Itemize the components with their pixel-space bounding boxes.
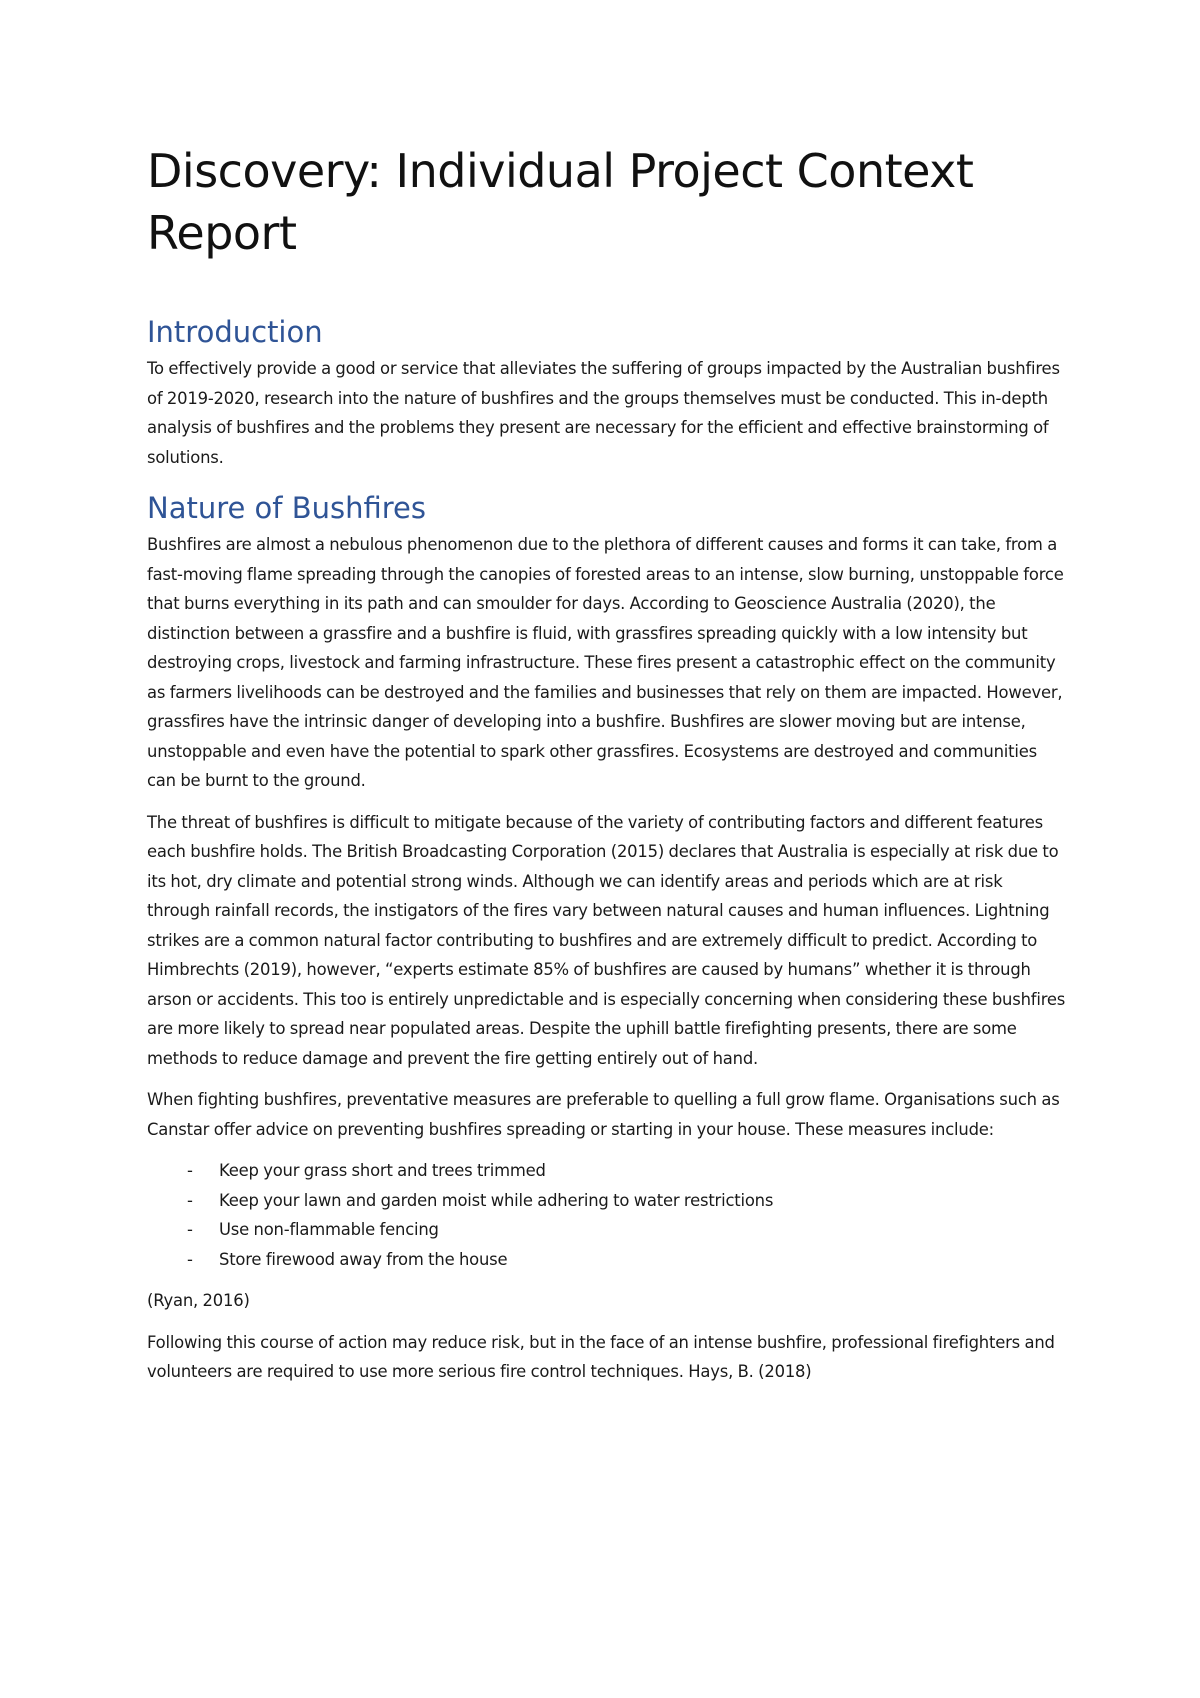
- list-bullet: -: [187, 1220, 193, 1239]
- document-page: [147, 140, 1067, 1399]
- list-bullet: -: [187, 1161, 193, 1180]
- list-item-text: Keep your lawn and garden moist while adhering to water restrictions: [219, 1190, 774, 1210]
- nature-section: [147, 490, 1067, 1387]
- list-item: [147, 1186, 1067, 1216]
- list-item-text: Keep your grass short and trees trimmed: [219, 1161, 546, 1180]
- list-item: [147, 1215, 1067, 1245]
- preventative-measures-list: [147, 1156, 1067, 1274]
- document-title: Discovery: Individual Project Context Report: [147, 144, 974, 260]
- nature-paragraph-3: When fighting bushfires, preventative measures are preferable to quelling a full grow flame. Organisations such as Canstar offer advice on preventing bushfires spreading or starting in your house. These measures include:: [147, 1090, 1060, 1139]
- list-item: [147, 1245, 1067, 1275]
- introduction-heading: Introduction: [147, 315, 323, 349]
- nature-paragraph-4: Following this course of action may reduce risk, but in the face of an intense bushfire, professional firefighters and volunteers are required to use more serious fire control techniques. Hays, B. (2018): [147, 1332, 1055, 1381]
- citation: (Ryan, 2016): [147, 1291, 250, 1310]
- list-item-text: Use non-flammable fencing: [219, 1220, 439, 1239]
- list-bullet: -: [187, 1190, 193, 1210]
- list-bullet: -: [187, 1249, 193, 1269]
- introduction-paragraph: To effectively provide a good or service that alleviates the suffering of groups impacted by the Australian bushfires of 2019-2020, research into the nature of bushfires and the groups themselves must be conducted. This in-depth analysis of bushfires and the problems they present are necessary for the efficient and effective brainstorming of solutions.: [147, 359, 1060, 467]
- nature-heading: Nature of Bushfires: [147, 491, 426, 525]
- list-item: [147, 1156, 1067, 1186]
- nature-paragraph-2: The threat of bushfires is difficult to mitigate because of the variety of contributing factors and different features each bushfire holds. The British Broadcasting Corporation (2015) declares that Australia is especially at risk due to its hot, dry climate and potential strong winds. Although we can identify areas and periods which are at risk through rainfall records, the instigators of the fires vary between natural causes and human influences. Lightning strikes are a common natural factor contributing to bushfires and are extremely difficult to predict. According to Himbrechts (2019), however, “experts estimate 85% of bushfires are caused by humans” whether it is through arson or accidents. This too is entirely unpredictable and is especially concerning when considering these bushfires are more likely to spread near populated areas. Despite the uphill battle firefighting presents, there are some methods to reduce damage and prevent the fire getting entirely out of hand.: [147, 812, 1066, 1068]
- introduction-section: [147, 314, 1067, 472]
- nature-paragraph-1: Bushfires are almost a nebulous phenomenon due to the plethora of different causes and forms it can take, from a fast-moving flame spreading through the canopies of forested areas to an intense, slow burning, unstoppable force that burns everything in its path and can smoulder for days. According to Geoscience Australia (2020), the distinction between a grassfire and a bushfire is fluid, with grassfires spreading quickly with a low intensity but destroying crops, livestock and farming infrastructure. These fires present a catastrophic effect on the community as farmers livelihoods can be destroyed and the families and businesses that rely on them are impacted. However, grassfires have the intrinsic danger of developing into a bushfire. Bushfires are slower moving but are intense, unstoppable and even have the potential to spark other grassfires. Ecosystems are destroyed and communities can be burnt to the ground.: [147, 535, 1064, 790]
- list-item-text: Store firewood away from the house: [219, 1249, 508, 1269]
